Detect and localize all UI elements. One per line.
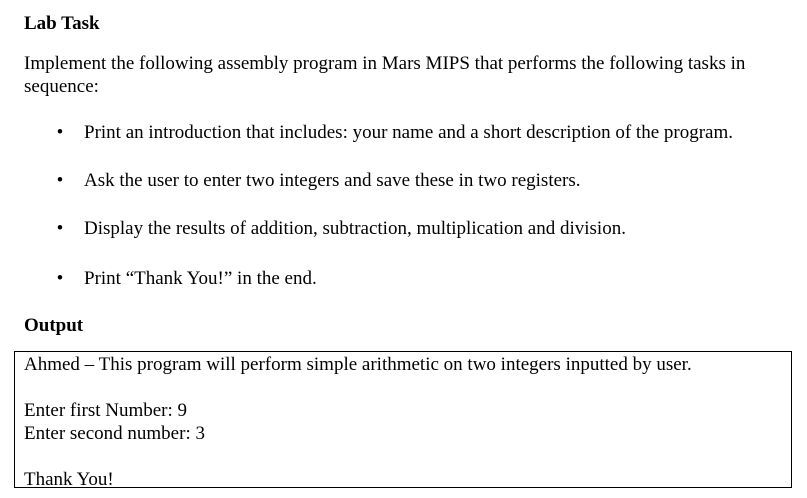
task-text: Display the results of addition, subtraction, multiplication and division. — [84, 218, 626, 239]
output-box — [14, 351, 792, 488]
output-line: Enter first Number: 9 — [24, 400, 188, 421]
output-line: Ahmed – This program will perform simple arithmetic on two integers inputted by user. — [24, 354, 692, 375]
task-text: Print “Thank You!” in the end. — [84, 268, 317, 289]
task-text: Ask the user to enter two integers and save these in two registers. — [84, 170, 581, 191]
output-line: Enter second number: 3 — [24, 423, 205, 444]
bullet-icon: • — [56, 268, 64, 289]
task-text: Print an introduction that includes: your name and a short description of the program. — [84, 122, 734, 143]
output-line: Thank You! — [24, 469, 114, 490]
bullet-icon: • — [56, 170, 64, 191]
output-heading: Output — [24, 315, 84, 336]
bullet-icon: • — [56, 218, 64, 239]
lab-task-heading: Lab Task — [24, 13, 100, 34]
lab-task-intro: Implement the following assembly program in Mars MIPS that performs the following tasks in sequence: — [24, 53, 746, 97]
bullet-icon: • — [56, 122, 64, 143]
